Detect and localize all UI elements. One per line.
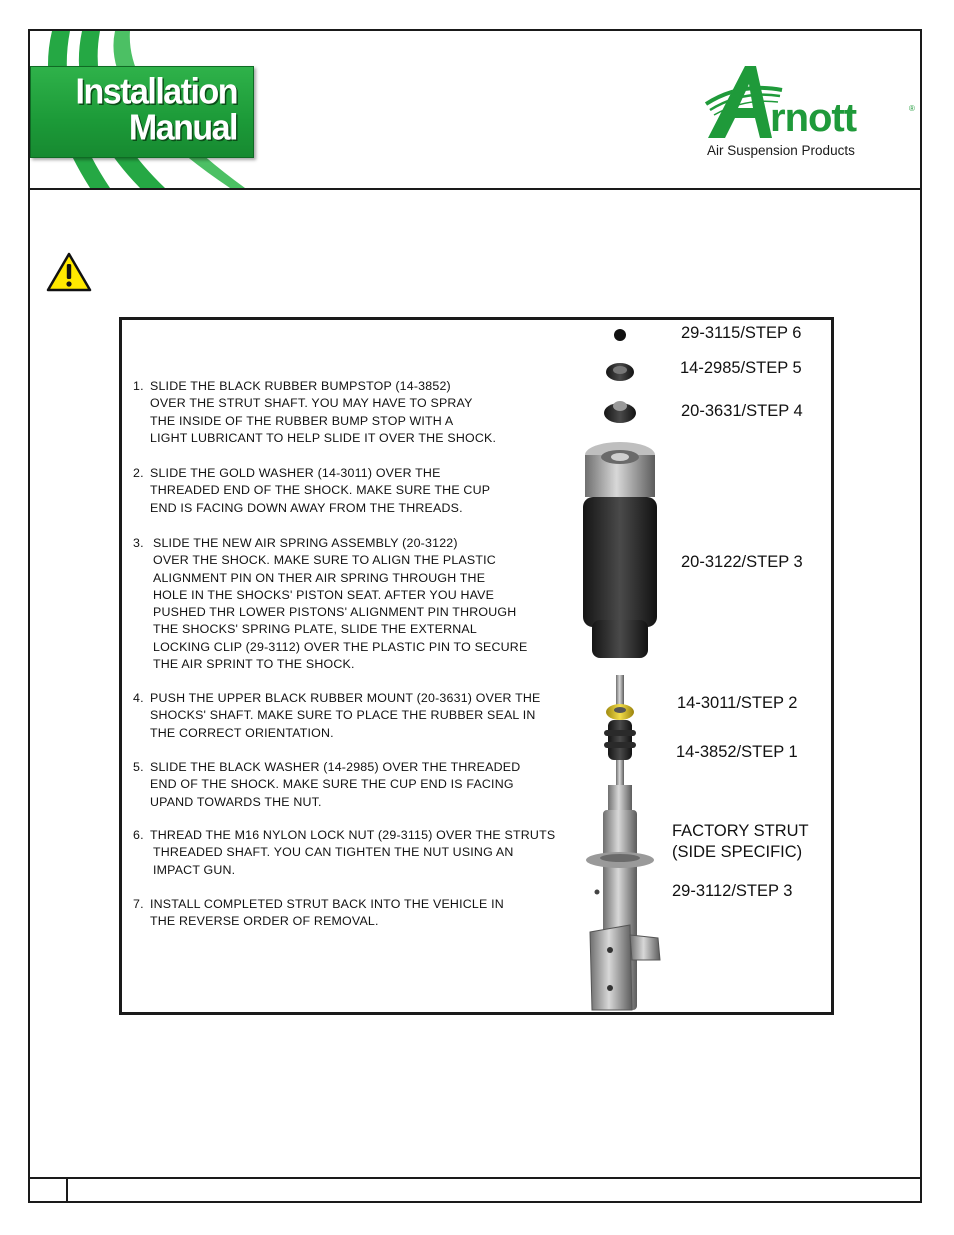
banner-title-line2: Manual [128,108,237,148]
step-text-line: THE INSIDE OF THE RUBBER BUMP STOP WITH A [150,413,454,428]
footer-divider [28,1177,922,1179]
step-number: 1. [133,379,144,393]
step-text-line: LOCKING CLIP (29-3112) OVER THE PLASTIC PIN TO SECURE [153,639,528,654]
callout-bumpstop: 14-3852/STEP 1 [676,743,798,761]
step-text-line: THE SHOCKS' SPRING PLATE, SLIDE THE EXTERNAL [153,622,477,637]
step-text-line: UPAND TOWARDS THE NUT. [150,794,322,809]
step-2 [133,465,490,517]
step-1 [133,378,496,447]
step-text-line: END OF THE SHOCK. MAKE SURE THE CUP END IS FACING [150,777,514,792]
step-text-line: SHOCKS' SHAFT. MAKE SURE TO PLACE THE RUBBER SEAL IN [150,708,536,723]
step-text-line: SLIDE THE BLACK RUBBER BUMPSTOP (14-3852) [150,379,451,393]
callout-upper-mount: 20-3631/STEP 4 [681,402,803,420]
callout-factory-strut-line2: (SIDE SPECIFIC) [672,843,803,861]
step-text-line: THE CORRECT ORIENTATION. [150,725,334,740]
step-text-line: HOLE IN THE SHOCKS' PISTON SEAT. AFTER YOU HAVE [153,587,495,602]
step-text-line: OVER THE SHOCK. MAKE SURE TO ALIGN THE PLASTIC [153,553,496,568]
callout-factory-strut-line1: FACTORY STRUT [672,822,809,840]
header-divider [28,188,922,190]
step-text-line: LIGHT LUBRICANT TO HELP SLIDE IT OVER THE SHOCK. [150,430,497,445]
step-4 [133,690,540,742]
callout-gold-washer: 14-3011/STEP 2 [677,694,798,712]
logo-registered-mark: ® [909,104,915,113]
step-text-line: THREAD THE M16 NYLON LOCK NUT (29-3115) OVER THE STRUTS [150,828,556,842]
step-text-line: SLIDE THE NEW AIR SPRING ASSEMBLY (20-3122) [153,536,458,550]
step-text-line: IMPACT GUN. [153,862,236,877]
footer-page-cell-divider [66,1177,68,1203]
step-text-line: THE REVERSE ORDER OF REMOVAL. [150,914,379,929]
step-number: 6. [133,828,144,842]
callout-air-spring: 20-3122/STEP 3 [681,553,803,571]
step-number: 5. [133,760,144,774]
step-text-line: INSTALL COMPLETED STRUT BACK INTO THE VEHICLE IN [150,897,504,911]
warning-triangle-icon [46,252,92,292]
step-text-line: ALIGNMENT PIN ON THER AIR SPRING THROUGH THE [153,570,486,585]
banner-title-box [30,66,254,158]
banner-title-line1: Installation [75,72,237,112]
logo-wordmark: rnott [770,96,857,140]
logo-tagline: Air Suspension Products [707,143,855,158]
step-3 [133,535,527,673]
callout-nut: 29-3115/STEP 6 [681,324,802,342]
strut-exploded-illustration [570,320,680,1012]
step-6 [133,827,555,879]
step-number: 7. [133,897,144,911]
step-text-line: THREADED SHAFT. YOU CAN TIGHTEN THE NUT USING AN [153,845,514,860]
step-text-line: END IS FACING DOWN AWAY FROM THE THREADS. [150,500,463,515]
step-number: 2. [133,466,144,480]
callout-black-washer: 14-2985/STEP 5 [680,359,802,377]
step-text-line: PUSHED THR LOWER PISTONS' ALIGNMENT PIN THROUGH [153,605,517,620]
step-text-line: SLIDE THE GOLD WASHER (14-3011) OVER THE [150,466,441,480]
step-number: 4. [133,691,144,705]
step-text-line: THREADED END OF THE SHOCK. MAKE SURE THE CUP [150,483,491,498]
step-text-line: SLIDE THE BLACK WASHER (14-2985) OVER THE THREADED [150,760,521,774]
step-text-line: OVER THE STRUT SHAFT. YOU MAY HAVE TO SPRAY [150,396,473,411]
step-text-line: THE AIR SPRINT TO THE SHOCK. [153,657,355,672]
step-5 [133,759,520,811]
callout-locking-clip: 29-3112/STEP 3 [672,882,793,900]
step-text-line: PUSH THE UPPER BLACK RUBBER MOUNT (20-3631) OVER THE [150,691,541,705]
step-7 [133,896,504,931]
step-number: 3. [133,536,144,550]
